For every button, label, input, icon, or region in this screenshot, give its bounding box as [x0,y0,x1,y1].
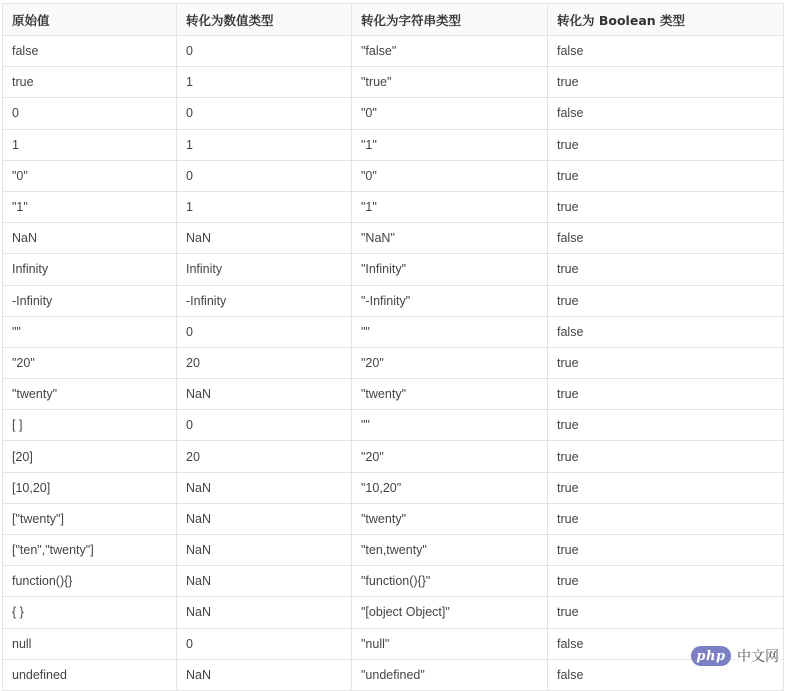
cell-to-number: 20 [177,441,352,472]
table-row [3,410,784,441]
watermark-site-text: 中文网 [735,646,781,666]
cell-to-boolean: true [548,597,784,628]
cell-to-boolean: true [548,160,784,191]
cell-to-number: 0 [177,410,352,441]
table-row [3,129,784,160]
cell-original-value: "20" [3,347,177,378]
cell-original-value: -Infinity [3,285,177,316]
table-row [3,254,784,285]
cell-to-boolean: true [548,191,784,222]
cell-to-number: 0 [177,160,352,191]
cell-to-boolean: false [548,659,784,690]
cell-to-number: NaN [177,659,352,690]
cell-to-number: Infinity [177,254,352,285]
cell-to-string: "Infinity" [352,254,548,285]
cell-original-value: [10,20] [3,472,177,503]
cell-to-boolean: true [548,379,784,410]
cell-to-string: "0" [352,98,548,129]
table-row [3,566,784,597]
cell-to-number: 0 [177,36,352,67]
cell-to-boolean: true [548,410,784,441]
cell-to-number: NaN [177,379,352,410]
cell-to-number: 1 [177,67,352,98]
cell-to-boolean: false [548,316,784,347]
header-original-value: 原始值 [3,4,177,36]
site-watermark [691,646,781,666]
cell-to-string: "1" [352,191,548,222]
table-body [3,36,784,691]
cell-original-value: "0" [3,160,177,191]
cell-to-string: "twenty" [352,503,548,534]
cell-original-value: false [3,36,177,67]
cell-to-boolean: true [548,503,784,534]
cell-to-boolean: true [548,347,784,378]
cell-original-value: [20] [3,441,177,472]
table-row [3,67,784,98]
header-row [3,4,784,36]
cell-to-boolean: true [548,472,784,503]
cell-to-boolean: false [548,628,784,659]
cell-original-value: "twenty" [3,379,177,410]
table-row [3,347,784,378]
table-row [3,98,784,129]
cell-original-value: undefined [3,659,177,690]
table-header [3,4,784,36]
cell-to-number: 1 [177,129,352,160]
table-row [3,503,784,534]
cell-to-boolean: true [548,535,784,566]
cell-to-string: "ten,twenty" [352,535,548,566]
cell-original-value: ["twenty"] [3,503,177,534]
cell-to-number: NaN [177,535,352,566]
table-row [3,223,784,254]
cell-to-string: "" [352,410,548,441]
table-row [3,285,784,316]
table-row [3,535,784,566]
cell-to-number: 20 [177,347,352,378]
cell-to-boolean: true [548,285,784,316]
cell-to-string: "20" [352,347,548,378]
cell-original-value: true [3,67,177,98]
cell-original-value: { } [3,597,177,628]
cell-to-boolean: false [548,36,784,67]
type-conversion-table [2,3,784,691]
cell-original-value: function(){} [3,566,177,597]
cell-to-boolean: false [548,223,784,254]
cell-to-string: "false" [352,36,548,67]
cell-to-string: "[object Object]" [352,597,548,628]
header-to-boolean: 转化为 Boolean 类型 [548,4,784,36]
cell-to-string: "" [352,316,548,347]
cell-to-string: "true" [352,67,548,98]
cell-to-string: "1" [352,129,548,160]
table-row [3,597,784,628]
cell-original-value: 1 [3,129,177,160]
cell-to-string: "20" [352,441,548,472]
cell-to-number: NaN [177,597,352,628]
table-row [3,379,784,410]
table-row [3,472,784,503]
cell-to-string: "undefined" [352,659,548,690]
cell-to-number: 1 [177,191,352,222]
cell-to-string: "NaN" [352,223,548,254]
cell-to-number: NaN [177,223,352,254]
table-row [3,160,784,191]
table-row [3,316,784,347]
table-row [3,441,784,472]
cell-to-number: 0 [177,98,352,129]
cell-to-number: 0 [177,316,352,347]
php-logo: php [691,646,731,666]
cell-to-string: "null" [352,628,548,659]
cell-to-number: 0 [177,628,352,659]
cell-to-number: NaN [177,503,352,534]
header-to-string: 转化为字符串类型 [352,4,548,36]
cell-to-boolean: false [548,98,784,129]
cell-to-boolean: true [548,254,784,285]
cell-original-value: null [3,628,177,659]
cell-original-value: 0 [3,98,177,129]
cell-to-boolean: true [548,67,784,98]
cell-to-boolean: true [548,129,784,160]
cell-original-value: Infinity [3,254,177,285]
cell-original-value: NaN [3,223,177,254]
cell-to-boolean: true [548,566,784,597]
table-row [3,36,784,67]
cell-original-value: ["ten","twenty"] [3,535,177,566]
table-row [3,628,784,659]
cell-to-number: -Infinity [177,285,352,316]
table-row [3,659,784,690]
cell-to-number: NaN [177,472,352,503]
cell-to-string: "twenty" [352,379,548,410]
cell-to-boolean: true [548,441,784,472]
cell-original-value: [ ] [3,410,177,441]
table-row [3,191,784,222]
cell-to-string: "-Infinity" [352,285,548,316]
cell-original-value: "1" [3,191,177,222]
cell-to-string: "0" [352,160,548,191]
cell-original-value: "" [3,316,177,347]
cell-to-string: "10,20" [352,472,548,503]
cell-to-string: "function(){}" [352,566,548,597]
header-to-number: 转化为数值类型 [177,4,352,36]
conversion-table-container [2,3,783,691]
cell-to-number: NaN [177,566,352,597]
